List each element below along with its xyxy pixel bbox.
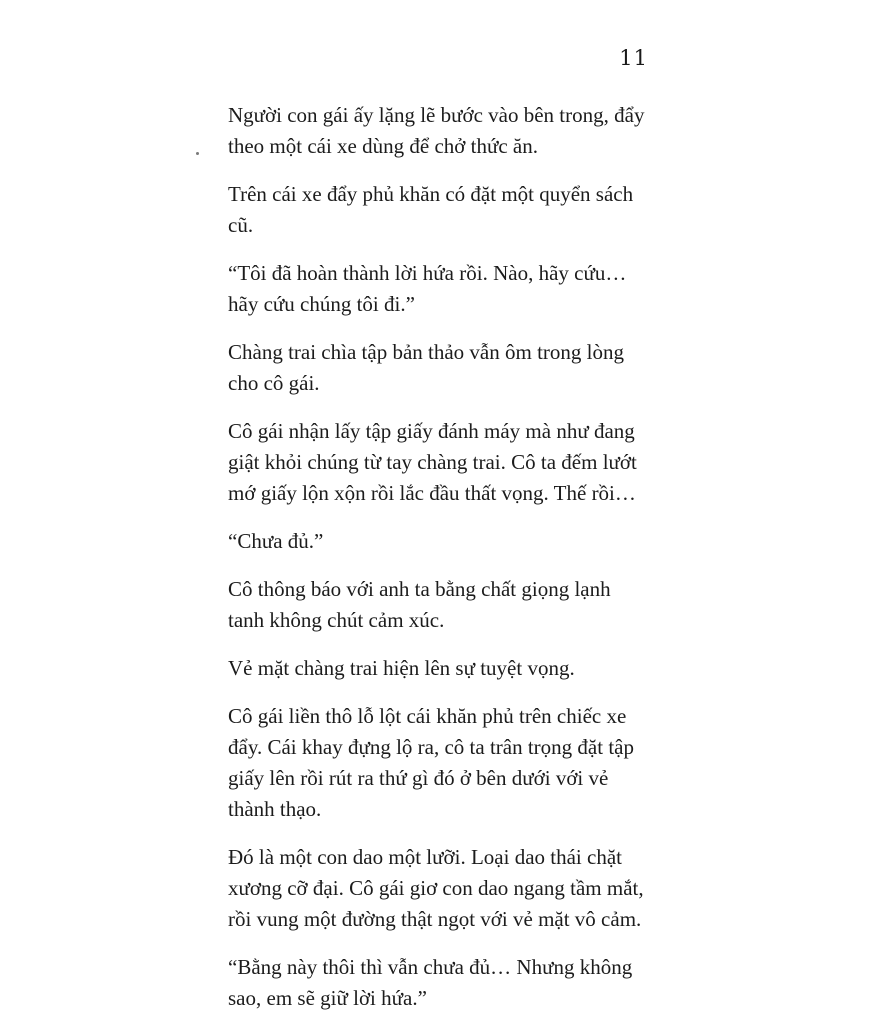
paragraph: Cô thông báo với anh ta bằng chất giọng lạnh tanh không chút cảm xúc. [228, 577, 611, 632]
paragraph: Đó là một con dao một lưỡi. Loại dao thái chặt xương cỡ đại. Cô gái giơ con dao ngang tầm mắt, rồi vung một đường thật ngọt với vẻ mặt vô cảm. [228, 845, 644, 931]
paragraph: Cô gái liền thô lỗ lột cái khăn phủ trên chiếc xe đẩy. Cái khay đựng lộ ra, cô ta trân trọng đặt tập giấy lên rồi rút ra thứ gì đó ở bên dưới với vẻ thành thạo. [228, 704, 634, 821]
stray-ink-mark [196, 152, 199, 155]
paragraph: Trên cái xe đẩy phủ khăn có đặt một quyển sách cũ. [228, 182, 634, 237]
paragraph: “Tôi đã hoàn thành lời hứa rồi. Nào, hãy cứu… hãy cứu chúng tôi đi.” [228, 261, 627, 316]
paragraph: Vẻ mặt chàng trai hiện lên sự tuyệt vọng. [228, 656, 575, 680]
page-number: 11 [619, 46, 648, 70]
paragraph: “Chưa đủ.” [228, 529, 324, 553]
paragraph: Người con gái ấy lặng lẽ bước vào bên trong, đẩy theo một cái xe dùng để chở thức ăn. [228, 103, 645, 158]
paragraph: Cô gái nhận lấy tập giấy đánh máy mà như đang giật khỏi chúng từ tay chàng trai. Cô ta đếm lướt mớ giấy lộn xộn rồi lắc đầu thất vọng. Thế rồi… [228, 419, 637, 505]
paragraph: Chàng trai chìa tập bản thảo vẫn ôm trong lòng cho cô gái. [228, 340, 624, 395]
page-text [228, 100, 648, 1031]
paragraph: “Bằng này thôi thì vẫn chưa đủ… Nhưng không sao, em sẽ giữ lời hứa.” [228, 955, 633, 1010]
